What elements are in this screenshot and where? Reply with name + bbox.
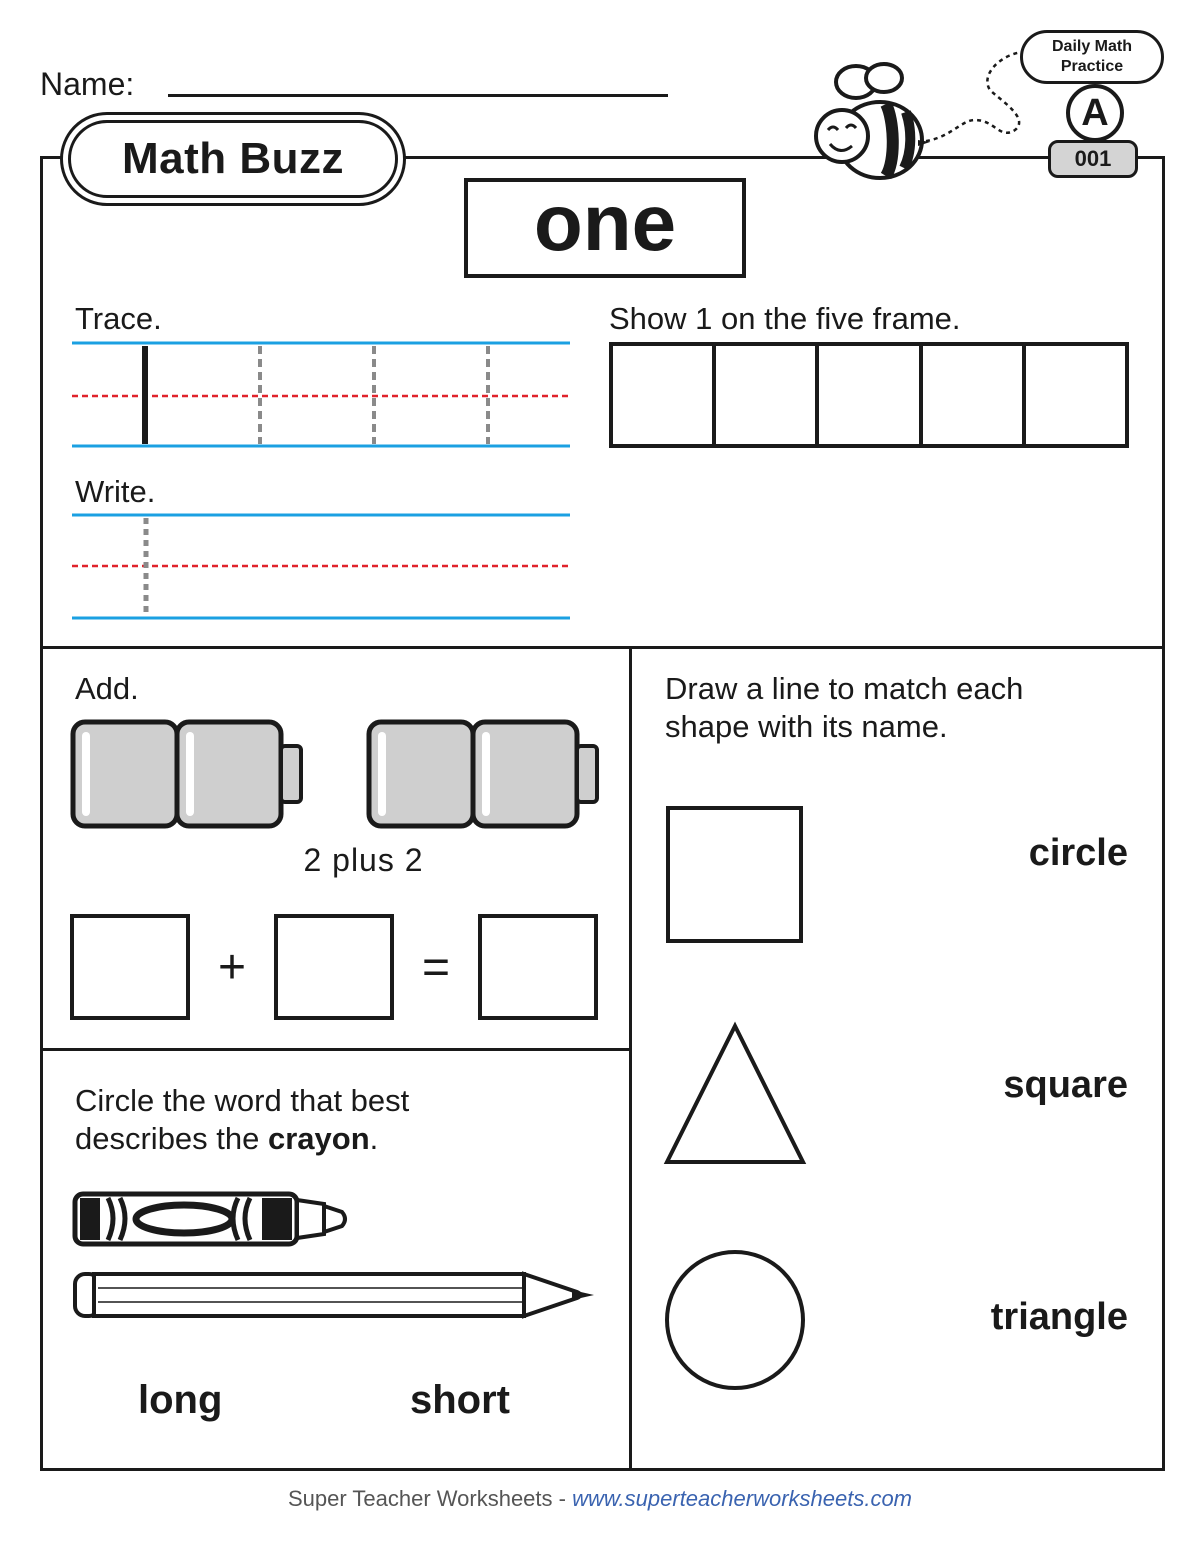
addend-box-2[interactable] bbox=[274, 914, 394, 1020]
sheet-number-badge: 001 bbox=[1048, 140, 1138, 178]
crayon-question bbox=[75, 1082, 409, 1158]
match-instructions-line-2: shape with its name. bbox=[665, 709, 948, 744]
section-divider-top bbox=[40, 646, 1165, 649]
crayon-question-suffix: . bbox=[369, 1121, 379, 1156]
shape-name-circle[interactable]: circle bbox=[1028, 832, 1128, 874]
series-line-2: Practice bbox=[1060, 58, 1124, 75]
cube-trains bbox=[70, 718, 610, 832]
five-frame-cell[interactable] bbox=[613, 346, 716, 444]
footer-site-name: Super Teacher Worksheets - bbox=[287, 1486, 573, 1511]
cube-train-left bbox=[73, 722, 301, 826]
crayon-question-keyword: crayon bbox=[268, 1121, 370, 1156]
trace-label: Trace. bbox=[75, 301, 162, 336]
addend-box-1[interactable] bbox=[70, 914, 190, 1020]
match-instructions-line-1: Draw a line to match each bbox=[665, 671, 1024, 706]
worksheet-title: Math Buzz bbox=[68, 120, 398, 198]
triangle-shape[interactable] bbox=[663, 1020, 809, 1168]
addition-expression: 2 plus 2 bbox=[303, 842, 424, 878]
section-divider-vertical bbox=[629, 646, 632, 1471]
plus-sign: + bbox=[217, 940, 247, 994]
five-frame-label: Show 1 on the five frame. bbox=[609, 301, 961, 336]
square-shape[interactable] bbox=[665, 805, 807, 945]
addition-equation bbox=[70, 914, 598, 1020]
daily-math-practice-tag bbox=[1020, 30, 1164, 84]
series-line-1: Daily Math bbox=[1051, 38, 1132, 55]
crayon-question-prefix: describes the bbox=[75, 1121, 268, 1156]
write-guide-lines[interactable] bbox=[72, 512, 572, 624]
sum-box[interactable] bbox=[478, 914, 598, 1020]
crayon-icon bbox=[72, 1188, 352, 1250]
cube-train-right bbox=[369, 722, 597, 826]
choice-long[interactable]: long bbox=[138, 1378, 223, 1422]
level-badge: A bbox=[1066, 84, 1124, 142]
name-label: Name: bbox=[40, 66, 135, 102]
five-frame-cell[interactable] bbox=[716, 346, 819, 444]
choice-short[interactable]: short bbox=[410, 1378, 510, 1422]
footer-url-link[interactable]: www.superteacherworksheets.com bbox=[572, 1486, 913, 1511]
number-word: one bbox=[464, 178, 746, 278]
trace-guide-lines[interactable] bbox=[72, 340, 572, 452]
footer-credit bbox=[0, 1486, 1200, 1512]
write-label: Write. bbox=[75, 474, 156, 509]
pencil-icon bbox=[72, 1268, 602, 1324]
circle-shape[interactable] bbox=[663, 1248, 809, 1394]
match-instructions bbox=[665, 670, 1023, 746]
five-frame-cell[interactable] bbox=[819, 346, 922, 444]
bee-icon bbox=[800, 40, 1040, 190]
five-frame bbox=[609, 342, 1129, 448]
five-frame-cell[interactable] bbox=[923, 346, 1026, 444]
name-input-line[interactable] bbox=[168, 94, 668, 97]
shape-name-square[interactable]: square bbox=[1003, 1064, 1128, 1106]
five-frame-cell[interactable] bbox=[1026, 346, 1125, 444]
shape-name-triangle[interactable]: triangle bbox=[990, 1296, 1128, 1338]
section-divider-left bbox=[40, 1048, 631, 1051]
crayon-question-line-1: Circle the word that best bbox=[75, 1083, 410, 1118]
add-label: Add. bbox=[75, 671, 139, 706]
equals-sign: = bbox=[421, 940, 451, 994]
